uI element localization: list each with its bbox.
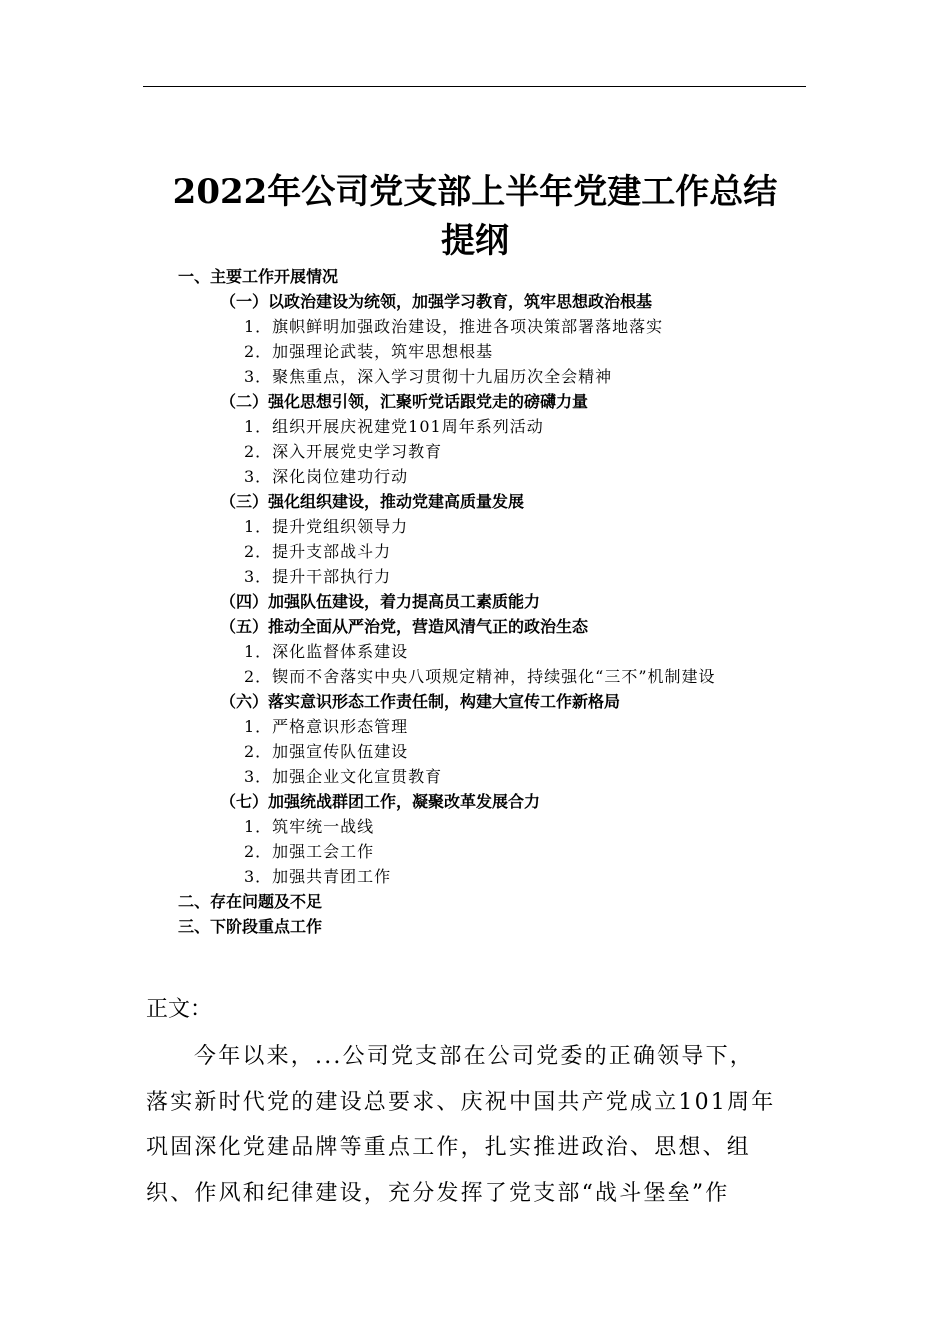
document-title-line2: 提纲 bbox=[441, 221, 509, 261]
document-title-line1: 2022年公司党支部上半年党建工作总结 bbox=[172, 172, 778, 212]
outline-item: 2．加强理论武装，筑牢思想根基 bbox=[244, 342, 494, 361]
outline-subsection: （四）加强队伍建设，着力提高员工素质能力 bbox=[220, 592, 541, 611]
outline-item: 3．加强企业文化宣贯教育 bbox=[244, 767, 443, 786]
outline-item: 1．提升党组织领导力 bbox=[244, 517, 409, 536]
body-line: 织、作风和纪律建设，充分发挥了党支部“战斗堡垒”作 bbox=[146, 1180, 730, 1206]
outline-subsection: （七）加强统战群团工作，凝聚改革发展合力 bbox=[220, 792, 541, 811]
outline-item: 2．加强宣传队伍建设 bbox=[244, 742, 409, 761]
outline-item: 2．提升支部战斗力 bbox=[244, 542, 392, 561]
body-paragraph bbox=[146, 1034, 806, 1216]
body-line: 落实新时代党的建设总要求、庆祝中国共产党成立101周年 bbox=[146, 1089, 776, 1115]
outline-item: 3．聚焦重点，深入学习贯彻十九届历次全会精神 bbox=[244, 367, 613, 386]
outline-subsection: （二）强化思想引领，汇聚听党话跟党走的磅礴力量 bbox=[220, 392, 589, 411]
outline-item: 1．深化监督体系建设 bbox=[244, 642, 409, 661]
outline-item: 3．加强共青团工作 bbox=[244, 867, 392, 886]
outline-subsection: （五）推动全面从严治党，营造风清气正的政治生态 bbox=[220, 617, 589, 636]
outline-item: 1．组织开展庆祝建党101周年系列活动 bbox=[244, 417, 544, 436]
outline-subsection: （一）以政治建设为统领，加强学习教育，筑牢思想政治根基 bbox=[220, 292, 653, 311]
outline-item: 3．深化岗位建功行动 bbox=[244, 467, 409, 486]
header-rule bbox=[143, 86, 806, 87]
outline-item: 2．深入开展党史学习教育 bbox=[244, 442, 443, 461]
outline-subsection: （六）落实意识形态工作责任制，构建大宣传工作新格局 bbox=[220, 692, 621, 711]
outline-item: 1．旗帜鲜明加强政治建设，推进各项决策部署落地落实 bbox=[244, 317, 664, 336]
outline-subsection: （三）强化组织建设，推动党建高质量发展 bbox=[220, 492, 525, 511]
outline-item: 2．加强工会工作 bbox=[244, 842, 375, 861]
body-line: 巩固深化党建品牌等重点工作，扎实推进政治、思想、组 bbox=[146, 1135, 752, 1160]
outline-item: 1．严格意识形态管理 bbox=[244, 717, 409, 736]
outline-item: 3．提升干部执行力 bbox=[244, 567, 392, 586]
outline-section: 一、主要工作开展情况 bbox=[178, 267, 339, 286]
body-line: 今年以来，...公司党支部在公司党委的正确领导下， bbox=[194, 1044, 754, 1069]
body-label: 正文： bbox=[146, 997, 213, 1022]
outline-item: 2．锲而不舍落实中央八项规定精神，持续强化“三不”机制建设 bbox=[244, 667, 716, 686]
outline-item: 1．筑牢统一战线 bbox=[244, 817, 375, 836]
outline-section: 三、下阶段重点工作 bbox=[178, 917, 323, 936]
outline-section: 二、存在问题及不足 bbox=[178, 892, 323, 911]
